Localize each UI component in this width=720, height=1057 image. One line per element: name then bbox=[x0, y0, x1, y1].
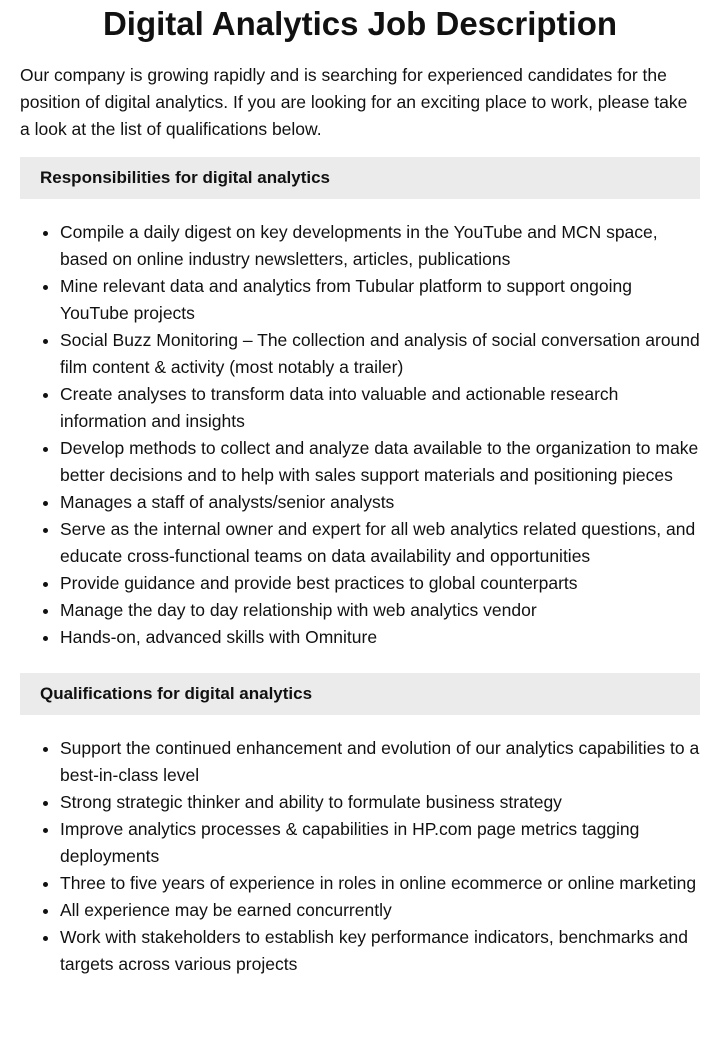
page-title: Digital Analytics Job Description bbox=[102, 5, 618, 42]
list-item: • Mine relevant data and analytics from Tubular platform to support ongoing YouTube projects bbox=[60, 273, 700, 327]
list-item: • Serve as the internal owner and expert for all web analytics related questions, and educate cross-functional teams on data availability and opportunities bbox=[60, 516, 700, 570]
list-item: • Manage the day to day relationship with web analytics vendor bbox=[60, 597, 700, 624]
section-list bbox=[20, 735, 700, 978]
list-item: • Compile a daily digest on key developments in the YouTube and MCN space, based on online industry newsletters, articles, publications bbox=[60, 219, 700, 273]
intro-text: Our company is growing rapidly and is searching for experienced candidates for the position of digital analytics. If you are looking for an exciting place to work, please take a look at the list of qualifications below. bbox=[20, 65, 688, 139]
list-item: • Manages a staff of analysts/senior analysts bbox=[60, 489, 700, 516]
section-heading: Qualifications for digital analytics bbox=[20, 673, 700, 715]
list-item: • Develop methods to collect and analyze data available to the organization to make better decisions and to help with sales support materials and positioning pieces bbox=[60, 435, 700, 489]
list-item: • Support the continued enhancement and evolution of our analytics capabilities to a best-in-class level bbox=[60, 735, 700, 789]
list-item: • All experience may be earned concurrently bbox=[60, 897, 700, 924]
list-item: • Strong strategic thinker and ability to formulate business strategy bbox=[60, 789, 700, 816]
list-item: • Social Buzz Monitoring – The collection and analysis of social conversation around film content & activity (most notably a trailer) bbox=[60, 327, 700, 381]
list-item: • Improve analytics processes & capabilities in HP.com page metrics tagging deployments bbox=[60, 816, 700, 870]
list-item: • Three to five years of experience in roles in online ecommerce or online marketing bbox=[60, 870, 700, 897]
section-heading: Responsibilities for digital analytics bbox=[20, 157, 700, 199]
list-item: • Hands-on, advanced skills with Omniture bbox=[60, 624, 700, 651]
section-list bbox=[20, 219, 700, 651]
list-item: • Work with stakeholders to establish key performance indicators, benchmarks and targets across various projects bbox=[60, 924, 700, 978]
list-item: • Create analyses to transform data into valuable and actionable research information and insights bbox=[60, 381, 700, 435]
list-item: • Provide guidance and provide best practices to global counterparts bbox=[60, 570, 700, 597]
